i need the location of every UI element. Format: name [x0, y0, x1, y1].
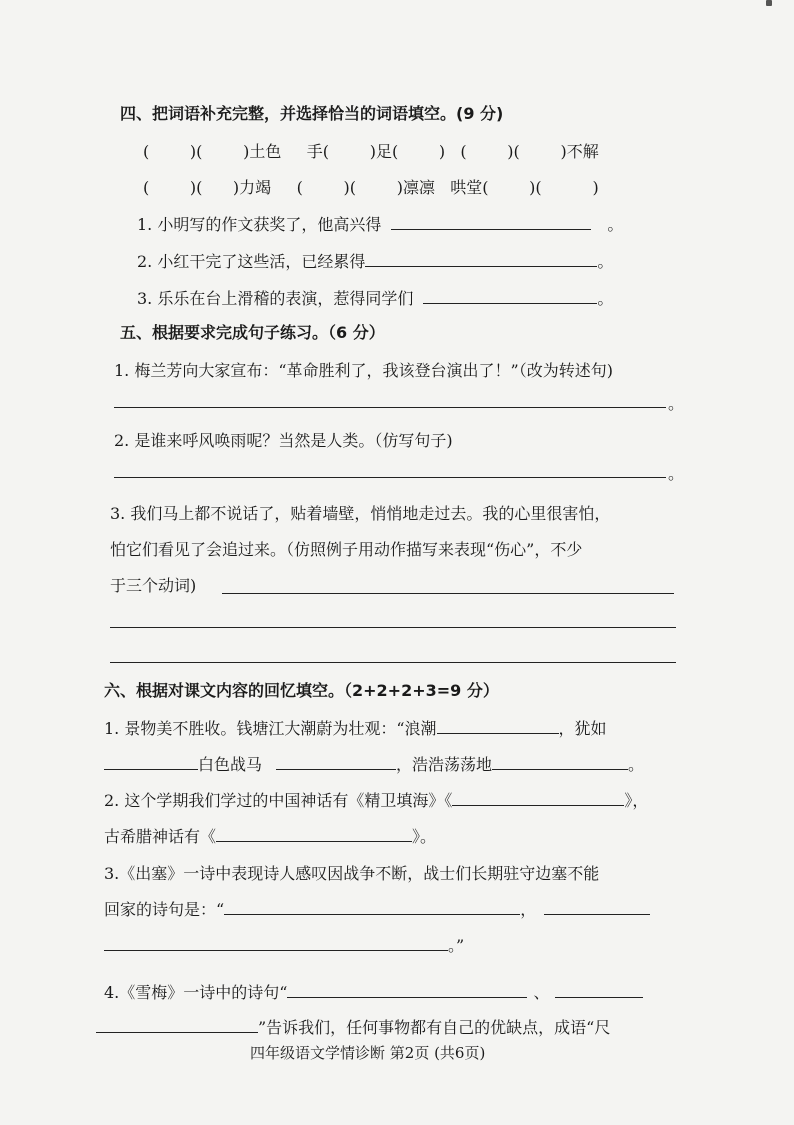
q1-text-c: 白色战马 [198, 755, 263, 774]
q1-blank[interactable] [391, 215, 591, 230]
section-6-q4-line-2 [96, 1017, 610, 1039]
section-6-q2-line-1 [104, 790, 648, 812]
q2-end: 。 [597, 252, 614, 271]
section-6-heading: 六、根据对课文内容的回忆填空。（2+2+2+3=9 分） [104, 681, 499, 700]
q3-end: 。 [597, 289, 614, 308]
section-6-q2-line-2 [104, 826, 436, 848]
q4-blank-1[interactable] [287, 983, 527, 998]
section-6-q3-line-2 [104, 899, 650, 921]
q1-text-d: ，浩浩荡荡地 [396, 755, 493, 774]
page-footer: 四年级语文学情诊断 第2页 (共6页) [250, 1044, 486, 1062]
q3-text-b: 回家的诗句是：“ [104, 900, 225, 919]
section-4-q1 [137, 214, 623, 236]
section-4-heading: 四、把词语补充完整，并选择恰当的词语填空。(9 分) [120, 104, 504, 123]
q2-text-d: 》。 [412, 827, 437, 846]
section-5-q3-answer-line-2[interactable] [110, 627, 676, 628]
section-5-q2-end: 。 [668, 464, 685, 483]
section-6-q3-line-3 [104, 935, 464, 957]
q2-text: 2. 小红干完了这些活，已经累得 [137, 252, 366, 271]
section-5-q2-answer-line[interactable] [114, 477, 666, 478]
q1-blank-3[interactable] [276, 755, 396, 770]
section-4-row-2: ( )( )力竭 ( )( )凛凛 哄堂( )( ) [143, 178, 599, 197]
section-5-q3-line-1: 3. 我们马上都不说话了，贴着墙壁，悄悄地走过去。我的心里很害怕， [110, 504, 611, 523]
q2-blank-2[interactable] [216, 827, 412, 842]
q3-text-d: 。” [448, 936, 465, 955]
section-5-q1: 1. 梅兰芳向大家宣布：“革命胜利了，我该登台演出了！”（改为转述句) [114, 361, 613, 380]
q3-blank-1[interactable] [224, 900, 520, 915]
section-5-q3-line-3: 于三个动词) [110, 576, 197, 595]
section-6-q1-line-1 [104, 718, 607, 740]
q2-blank-1[interactable] [452, 791, 624, 806]
section-5-q2: 2. 是谁来呼风唤雨呢？当然是人类。（仿写句子) [114, 431, 453, 450]
q1-blank-1[interactable] [437, 719, 559, 734]
q3-blank-2[interactable] [544, 900, 650, 915]
scan-mark [766, 0, 772, 6]
section-4-q3 [137, 288, 613, 310]
q4-text-b: 、 [533, 983, 550, 1002]
q1-end: 。 [607, 215, 624, 234]
section-4-row-1: ( )( )土色 手( )足( ) ( )( )不解 [143, 142, 599, 161]
q3-text-c: ， [520, 900, 537, 919]
q2-text-c: 古希腊神话有《 [104, 827, 217, 846]
q1-text-b: ，犹如 [558, 719, 607, 738]
section-5-q1-answer-line[interactable] [114, 407, 666, 408]
q3-blank-3[interactable] [104, 936, 448, 951]
q1-text-a: 1. 景物美不胜收。钱塘江大潮蔚为壮观：“浪潮 [104, 719, 437, 738]
q2-text-a: 2. 这个学期我们学过的中国神话有《精卫填海》《 [104, 791, 453, 810]
section-6-q4-line-1 [104, 982, 643, 1004]
q1-blank-4[interactable] [492, 755, 628, 770]
section-5-q1-end: 。 [668, 394, 685, 413]
section-6-q1-line-2 [104, 754, 644, 776]
q2-blank[interactable] [365, 252, 597, 267]
section-5-q3-line-2: 怕它们看见了会追过来。（仿照例子用动作描写来表现“伤心”，不少 [110, 540, 583, 559]
q1-blank-2[interactable] [104, 755, 198, 770]
q1-text: 1. 小明写的作文获奖了，他高兴得 [137, 215, 382, 234]
q3-blank[interactable] [423, 289, 597, 304]
section-6-q3-line-1: 3.《出塞》一诗中表现诗人感叹因战争不断，战士们长期驻守边塞不能 [104, 864, 600, 883]
q4-text-a: 4.《雪梅》一诗中的诗句“ [104, 983, 288, 1002]
section-5-q3-answer-line-1[interactable] [222, 593, 674, 594]
q4-blank-3[interactable] [96, 1018, 258, 1033]
section-5-q3-answer-line-3[interactable] [110, 662, 676, 663]
q2-text-b: 》， [624, 791, 649, 810]
q3-text: 3. 乐乐在台上滑稽的表演，惹得同学们 [137, 289, 414, 308]
section-4-q2 [137, 251, 613, 273]
q1-text-e: 。 [628, 755, 645, 774]
q4-text-c: ”告诉我们，任何事物都有自己的优缺点，成语“尺 [258, 1018, 611, 1037]
section-5-heading: 五、根据要求完成句子练习。（6 分） [120, 323, 385, 342]
q4-blank-2[interactable] [555, 983, 643, 998]
